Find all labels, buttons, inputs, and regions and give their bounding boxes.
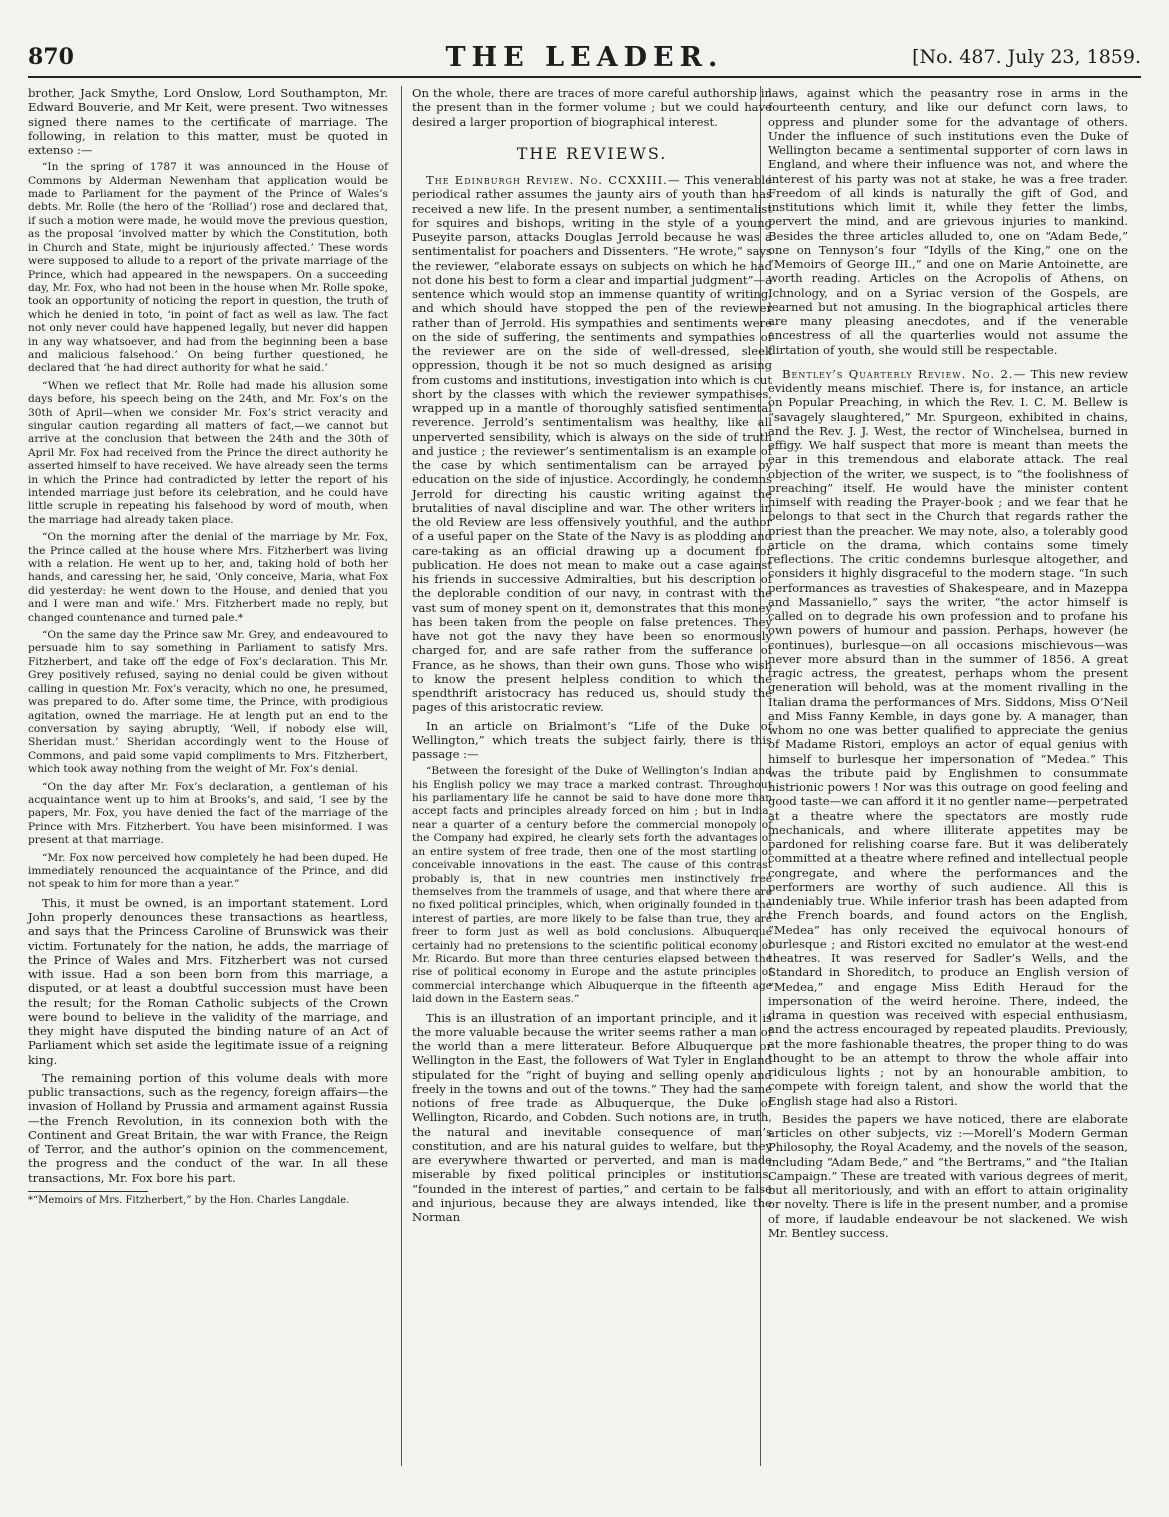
page-number: 870 [28,44,74,70]
column-1 [28,86,388,1207]
quotation: “On the day after Mr. Fox’s declaration, a gentleman of his acquaintance went up to him at Brooks’s, and said, ‘I see by the papers, Mr. Fox, you have denied the fact of the marriage of the Prince with Mrs. Fitzherbert. You have been misinformed. I was present at that marriage. [28,780,388,847]
paragraph: laws, against which the peasantry rose in arms in the fourteenth century, and like our defunct corn laws, to oppress and plunder some for the advantage of others. Under the influence of such institutions even the Duke of Wellington became a sentimental supporter of corn laws in England, and where their influence was not, and where the interest of his party was not at stake, he was a free trader. Freedom of all kinds is naturally the gift of God, and institutions which limit it, while they fetter the limbs, pervert the mind, and are grievous injuries to mankind. Besides the three articles alluded to, one on “Adam Bede,” one on Tennyson’s four “Idylls of the King,” one on the “Memoirs of George III.,” and one on Marie Antoinette, are worth reading. Articles on the Acropolis of Athens, on Ichnology, and on a Syriac version of the Gospels, are learned but not amusing. In the biographical articles there are many pleasing anecdotes, and if the venerable ancestress of all the quarterlies would not assume the flirtation of youth, she would still be respectable. [768,86,1128,357]
masthead: THE LEADER. [445,42,724,73]
paragraph: In an article on Brialmont’s “Life of the Duke of Wellington,” which treats the subject fairly, there is this passage :— [412,718,772,761]
review-title: Bentley’s Quarterly Review. No. 2.— [782,366,1027,381]
paragraph: This, it must be owned, is an important statement. Lord John properly denounces these transactions as heartless, and says that the Princess Caroline of Brunswick was their victim. Fortunately for the nation, he adds, the marriage of the Prince of Wales and Mrs. Fitzherbert was not cursed with issue. Had a son been born from this marriage, a disputed, or at least a doubtful succession must have been the result; for the Roman Catholic subjects of the Crown were bound to believe in the validity of the marriage, and they might have disputed the binding nature of an Act of Parliament which set aside the legitimate issue of a reigning king. [28,895,388,1067]
quotation: “When we reflect that Mr. Rolle had made his allusion some days before, his speech being on the 24th, and Mr. Fox’s on the 30th of April—when we consider Mr. Fox’s strict veracity and singular caution regarding all matters of fact,—we cannot but arrive at the conclusion that between the 24th and the 30th of April Mr. Fox had received from the Prince the direct authority he asserted himself to have received. We have already seen the terms in which the Prince had contradicted by letter the report of his intended marriage just before its celebration, and he could have little scruple in repeating his falsehood by word of mouth, when the marriage had already taken place. [28,379,388,526]
page-header [28,40,1141,73]
paragraph: Besides the papers we have noticed, there are elaborate articles on other subjects, viz :—Morell’s Modern German Philosophy, the Royal Academy, and the novels of the season, including “Adam Bede,” and “the Bertrams,” and “the Italian Campaign.” These are treated with various degrees of merit, but all meritoriously, and with an effort to attain originality or novelty. There is life in the present number, and a promise of more, if laudable endeavour be not slackened. We wish Mr. Bentley success. [768,1111,1128,1240]
footnote-rule [28,1191,148,1192]
review-title: The Edinburgh Review. No. CCXXIII.— [426,173,681,187]
column-divider [401,86,402,1466]
review-body: This new review evidently means mischief. There is, for instance, an article on Popular Preaching, in which the Rev. I. C. M. Bellew is “savagely slaughtered,” Mr. Spurgeon, exhibited in chains, and the Rev. J. J. West, the rector of Winchelsea, burned in effigy. We half suspect that more is meant than meets the ear in this tremendous and elaborate attack. The real objection of the writer, we suspect, is to “the foolishness of preaching” itself. He would have the minister content himself with reading the Prayer-book ; and we fear that he belongs to that sect in the Church that regards rather the priest than the preacher. We may note, also, a tolerably good article on the drama, which contains some timely reflections. The critic condemns burlesque altogether, and considers it highly disgraceful to the modern stage. “In such performances as travesties of Shakespeare, and in Mazeppa and Massaniello,” says the writer, “the actor himself is called on to degrade his own profession and to profane his own powers of humour and passion. Perhaps, however (he continues), burlesque—on all occasions mischievous—was never more absurd than in the summer of 1856. A great tragic actress, the greatest, perhaps whom the present generation will behold, was at the moment rivalling in the Italian drama the performances of Mrs. Siddons, Miss O’Neil and Miss Fanny Kemble, in days gone by. A manager, than whom no one was better qualified to appreciate the genius of Madame Ristori, employs an actor of equal genius with himself to burlesque her impersonation of “Medea.” This was the tribute paid by Englishmen to consummate histrionic powers ! Nor was this outrage on good feeling and good taste—we can afford it it no gentler name—perpetrated at a theatre where the spectators are mostly rude mechanicals, and where illiterate appetites may be pardoned for relishing coarse fare. But it was deliberately committed at a theatre where refined and intellectual people congregate, and where the performances and the performers are worthy of such audience. All this is undeniably true. While inferior trash has been adapted from the French boards, and found actors on the English, “Medea” has only received the equivocal honours of burlesque ; and Ristori excited no emulator at the west-end theatres. It was reserved for Sadler’s Wells, and the Standard in Shoreditch, to produce an English version of “Medea,” and engage Miss Edith Heraud for the impersonation of the weird heroine. There, indeed, the drama in question was received with especial enthusiasm, and the actress encouraged by repeated plaudits. Previously, at the more fashionable theatres, the proper thing to do was thought to be an attempt to throw the whole affair into ridiculous lights ; not by an honourable ambition, to compete with foreign talent, and show the world that the English stage had also a Ristori. [768,366,1129,1108]
quotation: “On the same day the Prince saw Mr. Grey, and endeavoured to persuade him to say something in Parliament to satisfy Mrs. Fitzherbert, and take off the edge of Fox’s declaration. This Mr. Grey positively refused, saying no denial could be given without calling in question Mr. Fox’s veracity, which no one, he presumed, was prepared to do. After some time, the Prince, with prodigious agitation, owned the marriage. He at length put an end to the conversation by saying abruptly, ‘Well, if nobody else will, Sheridan must.’ Sheridan accordingly went to the House of Commons, and paid some vapid compliments to Mrs. Fitzherbert, which took away nothing from the weight of Mr. Fox’s denial. [28,629,388,776]
paragraph: The remaining portion of this volume deals with more public transactions, such as the regency, foreign affairs—the invasion of Holland by Prussia and armament against Russia—the French Revolution, in its connexion both with the Continent and Great Britain, the war with France, the Reign of Terror, and the author’s opinion on the commencement, the progress and the conduct of the war. In all these transactions, Mr. Fox bore his part. [28,1070,388,1185]
paragraph: This is an illustration of an important principle, and it is the more valuable because the writer seems rather a man of the world than a mere litterateur. Before Albuquerque or Wellington in the East, the followers of Wat Tyler in England stipulated for the “right of buying and selling openly and freely in the towns and out of the towns.” They had the same notions of free trade as Albuquerque, the Duke of Wellington, Ricardo, and Cobden. Such notions are, in truth, the natural and inevitable consequence of man’s constitution, and are his natural guides to welfare, but they are everywhere thwarted or perverted, and man is made miserable by fixed political principles or institutions, “founded in the interest of parties,” and certain to be false and injurious, because they are always intended, like the Norman [412,1010,772,1225]
section-heading: THE REVIEWS. [516,143,668,163]
quotation: “Between the foresight of the Duke of Wellington’s Indian and his English policy we may trace a marked contrast. Throughout his parliamentary life he cannot be said to have done more than accept facts and principles already forced on him ; but in India, near a quarter of a century before the commercial monopoly of the Company had expired, he clearly sets forth the advantages of an entire system of free trade, then one of the most startling of conceivable innovations in the east. The cause of this contrast probably is, that in new countries men instinctively free themselves from the trammels of usage, and that where there are no fixed political principles, which, when originally founded in the interest of parties, are more likely to be false than true, they are freer to form just as well as bold conclusions. Albuquerque certainly had no pretensions to the scientific political economy of Mr. Ricardo. But more than three centuries elapsed between the rise of political economy in Europe and the astute principles of commercial interchange which Albuquerque in the fifteenth age laid down in the Eastern seas.” [412,765,772,1006]
review-body: This venerable periodical rather assumes the jaunty airs of youth than has received a new life. In the present number, a sentimentalist for squires and bishops, writing in the style of a young Puseyite parson, attacks Douglas Jerrold because he was a sentimentalist for poachers and Dissenters. “He wrote,” says the reviewer, “elaborate essays on subjects on which he had not done his best to form a clear and impartial judgment”—a sentence which would stop an immense quantity of writing, and which should have stopped the pen of the reviewer rather than of Jerrold. His sympathies and sentiments were on the side of suffering, the sentiments and sympathies of the reviewer are on the side of well-dressed, sleek oppression, though it be not so much designed as arising from customs and institutions, investigation into which is cut short by the classes with which the reviewer sympathises, wrapped up in a mantle of thoroughly satisfied sentimental reverence. Jerrold’s sentimentalism was healthy, like all unperverted sensibility, which is always on the side of truth and justice ; the reviewer’s sentimentalism is an example of the case by which sentimentalism can be arrayed by education on the side of injustice. Accordingly, he condemns Jerrold for directing his caustic writing against the brutalities of naval discipline and war. The other writers in the old Review are less offensively youthful, and the author of a useful paper on the State of the Navy is as plodding and care-taking as an official drawing up a document for publication. He does not mean to make out a case against his friends in successive Admiralties, but his description of the deplorable condition of our navy, in contrast with the vast sum of money spent on it, demonstrates that this money has been taken from the people on false pretences. They have not got the navy they have been so enormously charged for, and are safe rather from the sufferance of France, as he shows, than their own guns. Those who wish to know the present helpless condition to which the spendthrift aristocracy has reduced us, should study the pages of this aristocratic review. [412,173,772,715]
review-entry [768,367,1128,1108]
quotation: “In the spring of 1787 it was announced in the House of Commons by Alderman Newenham that application would be made to Parliament for the payment of the Prince of Wales’s debts. Mr. Rolle (the hero of the ‘Rolliad’) rose and declared that, if such a motion were made, he would move the previous question, as the proposal ‘involved matter by which the Constitution, both in Church and State, might be injuriously affected.’ These words were supposed to allude to a report of the private marriage of the Prince, which had appeared in the newspapers. On a succeeding day, Mr. Fox, who had not been in the house when Mr. Rolle spoke, took an opportunity of noticing the report in question, the truth of which he denied in toto, ‘in point of fact as well as law. The fact not only never could have happened legally, but never did happen in any way whatsoever, and had from the beginning been a base and malicious falsehood.’ On being further questioned, he declared that ‘he had direct authority for what he said.’ [28,161,388,375]
column-3 [768,86,1128,1244]
quotation: “On the morning after the denial of the marriage by Mr. Fox, the Prince called at the house where Mrs. Fitzherbert was living with a relation. He went up to her, and, taking hold of both her hands, and caressing her, he said, ‘Only conceive, Maria, what Fox did yesterday: he went down to the House, and denied that you and I were man and wife.’ Mrs. Fitzherbert made no reply, but changed countenance and turned pale.* [28,531,388,624]
quotation: “Mr. Fox now perceived how completely he had been duped. He immediately renounced the acquaintance of the Prince, and did not speak to him for more than a year.” [28,851,388,891]
footnote: *“Memoirs of Mrs. Fitzherbert,” by the Hon. Charles Langdale. [28,1194,350,1206]
review-entry [412,173,772,715]
column-2 [412,86,772,1228]
issue-date: [No. 487. July 23, 1859. [912,46,1141,68]
paragraph: brother, Jack Smythe, Lord Onslow, Lord Southampton, Mr. Edward Bouverie, and Mr Keit, were present. Two witnesses signed there names to the certificate of marriage. The following, in relation to this matter, must be quoted in extenso :— [28,86,388,157]
header-rule [28,76,1141,78]
paragraph: On the whole, there are traces of more careful authorship in the present than in the former volume ; but we could have desired a larger proportion of biographical interest. [412,86,772,129]
